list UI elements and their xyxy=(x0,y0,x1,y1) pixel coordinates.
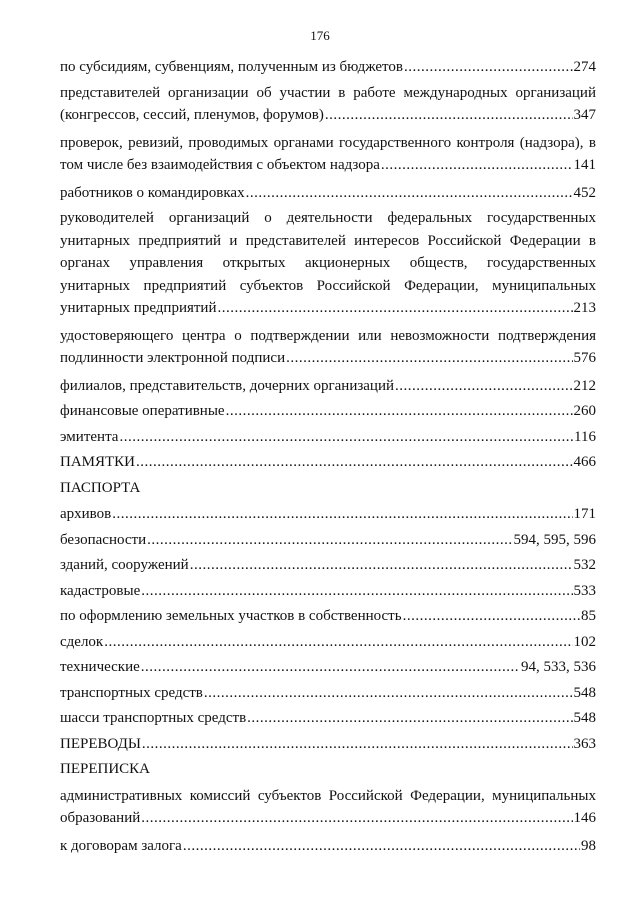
leader-dots xyxy=(112,503,572,526)
leader-dots xyxy=(325,104,573,127)
entry-text: шасси транспортных средств xyxy=(60,710,247,726)
leader-dots xyxy=(395,375,572,398)
entry-text: транспортных средств xyxy=(60,684,203,701)
entry-text: по оформлению земельных участков в собственность xyxy=(60,608,402,624)
index-entry xyxy=(60,785,596,830)
index-entry xyxy=(60,132,596,177)
leader-dots xyxy=(403,605,580,628)
page-ref: 532 xyxy=(573,557,596,573)
entry-last-line xyxy=(60,631,596,654)
index-entry xyxy=(60,554,596,577)
leader-dots xyxy=(119,426,573,449)
entry-last-line xyxy=(60,835,596,858)
index-entry xyxy=(60,82,596,127)
section-heading: ПАСПОРТА xyxy=(60,479,141,496)
entry-text: эмитента xyxy=(60,428,119,445)
index-entry xyxy=(60,656,596,679)
leader-dots xyxy=(190,554,573,577)
leader-dots xyxy=(136,451,572,474)
index-heading xyxy=(60,477,596,500)
page-ref: 548 xyxy=(573,710,596,726)
entry-text: том числе без взаимодействия с объектом надзора xyxy=(60,157,380,173)
index-entry xyxy=(60,207,596,320)
entry-last-line xyxy=(60,297,596,320)
index-entries xyxy=(60,56,596,860)
page-ref: 594, 595, 596 xyxy=(513,531,596,548)
page-ref: 212 xyxy=(573,377,596,394)
index-entry xyxy=(60,182,596,205)
leader-dots xyxy=(147,529,512,552)
index-entry xyxy=(60,426,596,449)
leader-dots xyxy=(104,631,572,654)
page-ref: 466 xyxy=(573,454,596,470)
index-entry xyxy=(60,503,596,526)
index-entry xyxy=(60,580,596,603)
index-entry xyxy=(60,400,596,423)
page-ref: 548 xyxy=(573,684,596,701)
entry-text: безопасности xyxy=(60,531,147,548)
leader-dots xyxy=(141,807,572,830)
entry-last-line xyxy=(60,104,596,127)
entry-text: (конгрессов, сессий, пленумов, форумов) xyxy=(60,107,324,123)
leader-dots xyxy=(142,733,573,756)
page-ref: 576 xyxy=(573,350,596,366)
entry-text: ПАМЯТКИ xyxy=(60,454,136,470)
leader-dots xyxy=(286,347,572,370)
entry-last-line xyxy=(60,707,596,730)
index-heading xyxy=(60,758,596,781)
entry-last-line xyxy=(60,451,596,474)
page-number: 176 xyxy=(310,28,330,43)
entry-last-line xyxy=(60,375,596,398)
entry-last-line xyxy=(60,529,596,552)
entry-last-line xyxy=(60,733,596,756)
entry-text: унитарных предприятий xyxy=(60,300,217,316)
page-ref: 98 xyxy=(581,837,596,854)
index-entry xyxy=(60,325,596,370)
entry-last-line xyxy=(60,807,596,830)
entry-text: филиалов, представительств, дочерних организаций xyxy=(60,377,395,394)
page-ref: 363 xyxy=(573,735,596,752)
entry-last-line xyxy=(60,400,596,423)
entry-last-line xyxy=(60,605,596,628)
leader-dots xyxy=(404,56,573,79)
entry-text: технические xyxy=(60,659,140,675)
entry-line: представителей организации об участии в работе международных организаций xyxy=(60,84,596,101)
entry-line: органах управления открытых акционерных обществ, государственных xyxy=(60,255,596,271)
page-ref: 94, 533, 536 xyxy=(521,659,596,675)
entry-line: руководителей организаций о деятельности федеральных государственных xyxy=(60,210,596,226)
entry-last-line xyxy=(60,347,596,370)
leader-dots xyxy=(218,297,573,320)
section-heading: ПЕРЕПИСКА xyxy=(60,761,151,777)
entry-text: подлинности электронной подписи xyxy=(60,350,286,366)
entry-line: проверок, ревизий, проводимых органами государственного контроля (надзора), в xyxy=(60,134,596,151)
page-ref: 146 xyxy=(573,810,596,826)
leader-dots xyxy=(204,682,573,705)
entry-text: финансовые оперативные xyxy=(60,403,225,419)
page-ref: 171 xyxy=(573,506,596,522)
entry-last-line xyxy=(60,56,596,79)
entry-text: зданий, сооружений xyxy=(60,557,189,573)
entry-text: по субсидиям, субвенциям, полученным из бюджетов xyxy=(60,59,403,75)
entry-text: образований xyxy=(60,810,141,826)
leader-dots xyxy=(246,182,573,205)
leader-dots xyxy=(247,707,572,730)
page-ref: 141 xyxy=(573,157,596,173)
entry-text: архивов xyxy=(60,506,112,522)
index-entry xyxy=(60,631,596,654)
page-ref: 213 xyxy=(573,300,596,316)
index-entry xyxy=(60,835,596,858)
index-entry xyxy=(60,733,596,756)
entry-last-line xyxy=(60,154,596,177)
page-ref: 274 xyxy=(573,59,596,75)
entry-last-line xyxy=(60,580,596,603)
page-ref: 102 xyxy=(573,633,596,650)
entry-last-line xyxy=(60,656,596,679)
index-entry xyxy=(60,451,596,474)
page-ref: 260 xyxy=(573,403,596,419)
entry-last-line xyxy=(60,426,596,449)
index-entry xyxy=(60,707,596,730)
page-ref: 116 xyxy=(574,428,596,445)
entry-text: к договорам залога xyxy=(60,837,182,854)
leader-dots xyxy=(183,835,580,858)
leader-dots xyxy=(381,154,573,177)
entry-text: ПЕРЕВОДЫ xyxy=(60,735,141,752)
page-ref: 533 xyxy=(573,582,596,599)
entry-last-line xyxy=(60,182,596,205)
page-ref: 452 xyxy=(573,184,596,201)
entry-line: административных комиссий субъектов Российской Федерации, муниципальных xyxy=(60,787,596,804)
index-entry xyxy=(60,529,596,552)
entry-text: сделок xyxy=(60,633,104,650)
entry-line: унитарных предприятий и представителей интересов Российской Федерации в xyxy=(60,232,596,249)
entry-line: удостоверяющего центра о подтверждении или невозможности подтверждения xyxy=(60,327,596,344)
entry-text: работников о командировках xyxy=(60,184,245,201)
entry-last-line xyxy=(60,554,596,577)
leader-dots xyxy=(226,400,573,423)
index-entry xyxy=(60,605,596,628)
page-ref: 347 xyxy=(573,107,596,123)
entry-last-line xyxy=(60,682,596,705)
leader-dots xyxy=(141,580,572,603)
leader-dots xyxy=(141,656,520,679)
index-entry xyxy=(60,56,596,79)
page-ref: 85 xyxy=(581,608,596,624)
index-entry xyxy=(60,375,596,398)
entry-line: унитарных предприятий субъектов Российской Федерации, муниципальных xyxy=(60,277,596,294)
entry-last-line xyxy=(60,503,596,526)
index-entry xyxy=(60,682,596,705)
entry-text: кадастровые xyxy=(60,582,141,599)
